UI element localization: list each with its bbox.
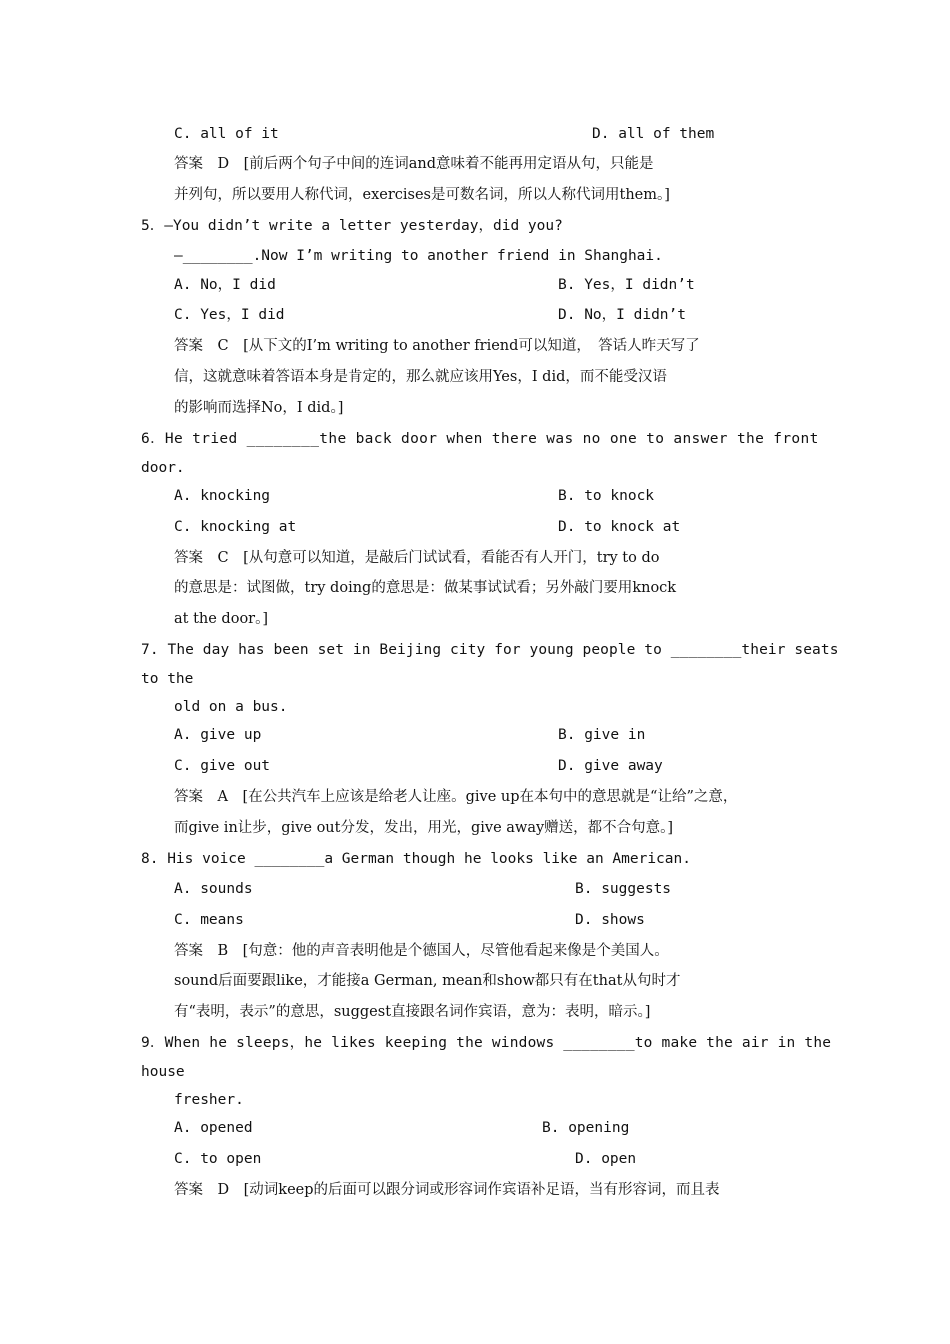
answer-line: 的影响而选择No，I did。] (174, 400, 344, 416)
answer-line: 答案 C [从句意可以知道，是敲后门试试看，看能否有人开门，try to do (174, 550, 660, 566)
option-c: C. Yes，I did (174, 307, 285, 323)
option-c: C. all of it (174, 126, 279, 142)
option-a: A. sounds (174, 881, 253, 897)
answer-line: 的意思是：试图做，try doing的意思是：做某事试试看；另外敲门要用knock (174, 580, 677, 596)
question-line: —________.Now I’m writing to another friend in Shanghai. (174, 248, 663, 264)
option-a: A. knocking (174, 488, 271, 504)
answer-line: 而give in让步，give out分发，发出，用光，give away赠送，都不合句意。] (174, 820, 674, 836)
option-d: D. open (575, 1151, 637, 1167)
answer-line: 答案 C [从下文的I’m writing to another friend可以知道， 答话人昨天写了 (174, 338, 700, 354)
option-d: D. give away (558, 758, 663, 774)
option-c: C. knocking at (174, 519, 297, 535)
question-8: 8. His voice ________a German though he looks like an American. (141, 851, 691, 867)
question-7: 7. The day has been set in Beijing city for young people to ________their seats (141, 642, 839, 658)
answer-line: 答案 A [在公共汽车上应该是给老人让座。give up在本句中的意思就是“让给”之意， (174, 789, 738, 805)
answer-line: 答案 B [句意：他的声音表明他是个德国人，尽管他看起来像是个美国人。 (174, 943, 669, 959)
question-line: fresher. (174, 1092, 244, 1108)
question-line: to the (141, 671, 194, 687)
option-a: A. No，I did (174, 277, 276, 293)
question-line: old on a bus. (174, 699, 288, 715)
option-c: C. to open (174, 1151, 262, 1167)
option-b: B. opening (542, 1120, 630, 1136)
question-9: 9．When he sleeps，he likes keeping the windows ________to make the air in the (141, 1035, 832, 1051)
question-5: 5．—You didn’t write a letter yesterday，did you? (141, 218, 563, 234)
question-line: door. (141, 460, 185, 476)
option-a: A. give up (174, 727, 262, 743)
answer-line: 有“表明，表示”的意思，suggest直接跟名词作宾语，意为：表明，暗示。] (174, 1004, 651, 1020)
option-c: C. means (174, 912, 244, 928)
option-b: B. give in (558, 727, 646, 743)
option-d: D. all of them (592, 126, 715, 142)
option-d: D. to knock at (558, 519, 681, 535)
option-a: A. opened (174, 1120, 253, 1136)
option-b: B. suggests (575, 881, 672, 897)
question-6: 6．He tried ________the back door when there was no one to answer the front (141, 431, 819, 447)
answer-line: 并列句，所以要用人称代词，exercises是可数名词，所以人称代词用them。] (174, 187, 670, 203)
option-c: C. give out (174, 758, 271, 774)
answer-line: 答案 D [前后两个句子中间的连词and意味着不能再用定语从句，只能是 (174, 156, 654, 172)
answer-line: 答案 D [动词keep的后面可以跟分词或形容词作宾语补足语，当有形容词，而且表 (174, 1182, 720, 1198)
answer-line: at the door。] (174, 611, 269, 627)
option-b: B. to knock (558, 488, 655, 504)
question-line: house (141, 1064, 185, 1080)
option-d: D. No，I didn’t (558, 307, 686, 323)
option-b: B. Yes，I didn’t (558, 277, 695, 293)
answer-line: sound后面要跟like，才能接a German, mean和show都只有在that从句时才 (174, 973, 681, 989)
option-d: D. shows (575, 912, 645, 928)
answer-line: 信，这就意味着答语本身是肯定的，那么就应该用Yes，I did，而不能受汉语 (174, 369, 667, 385)
